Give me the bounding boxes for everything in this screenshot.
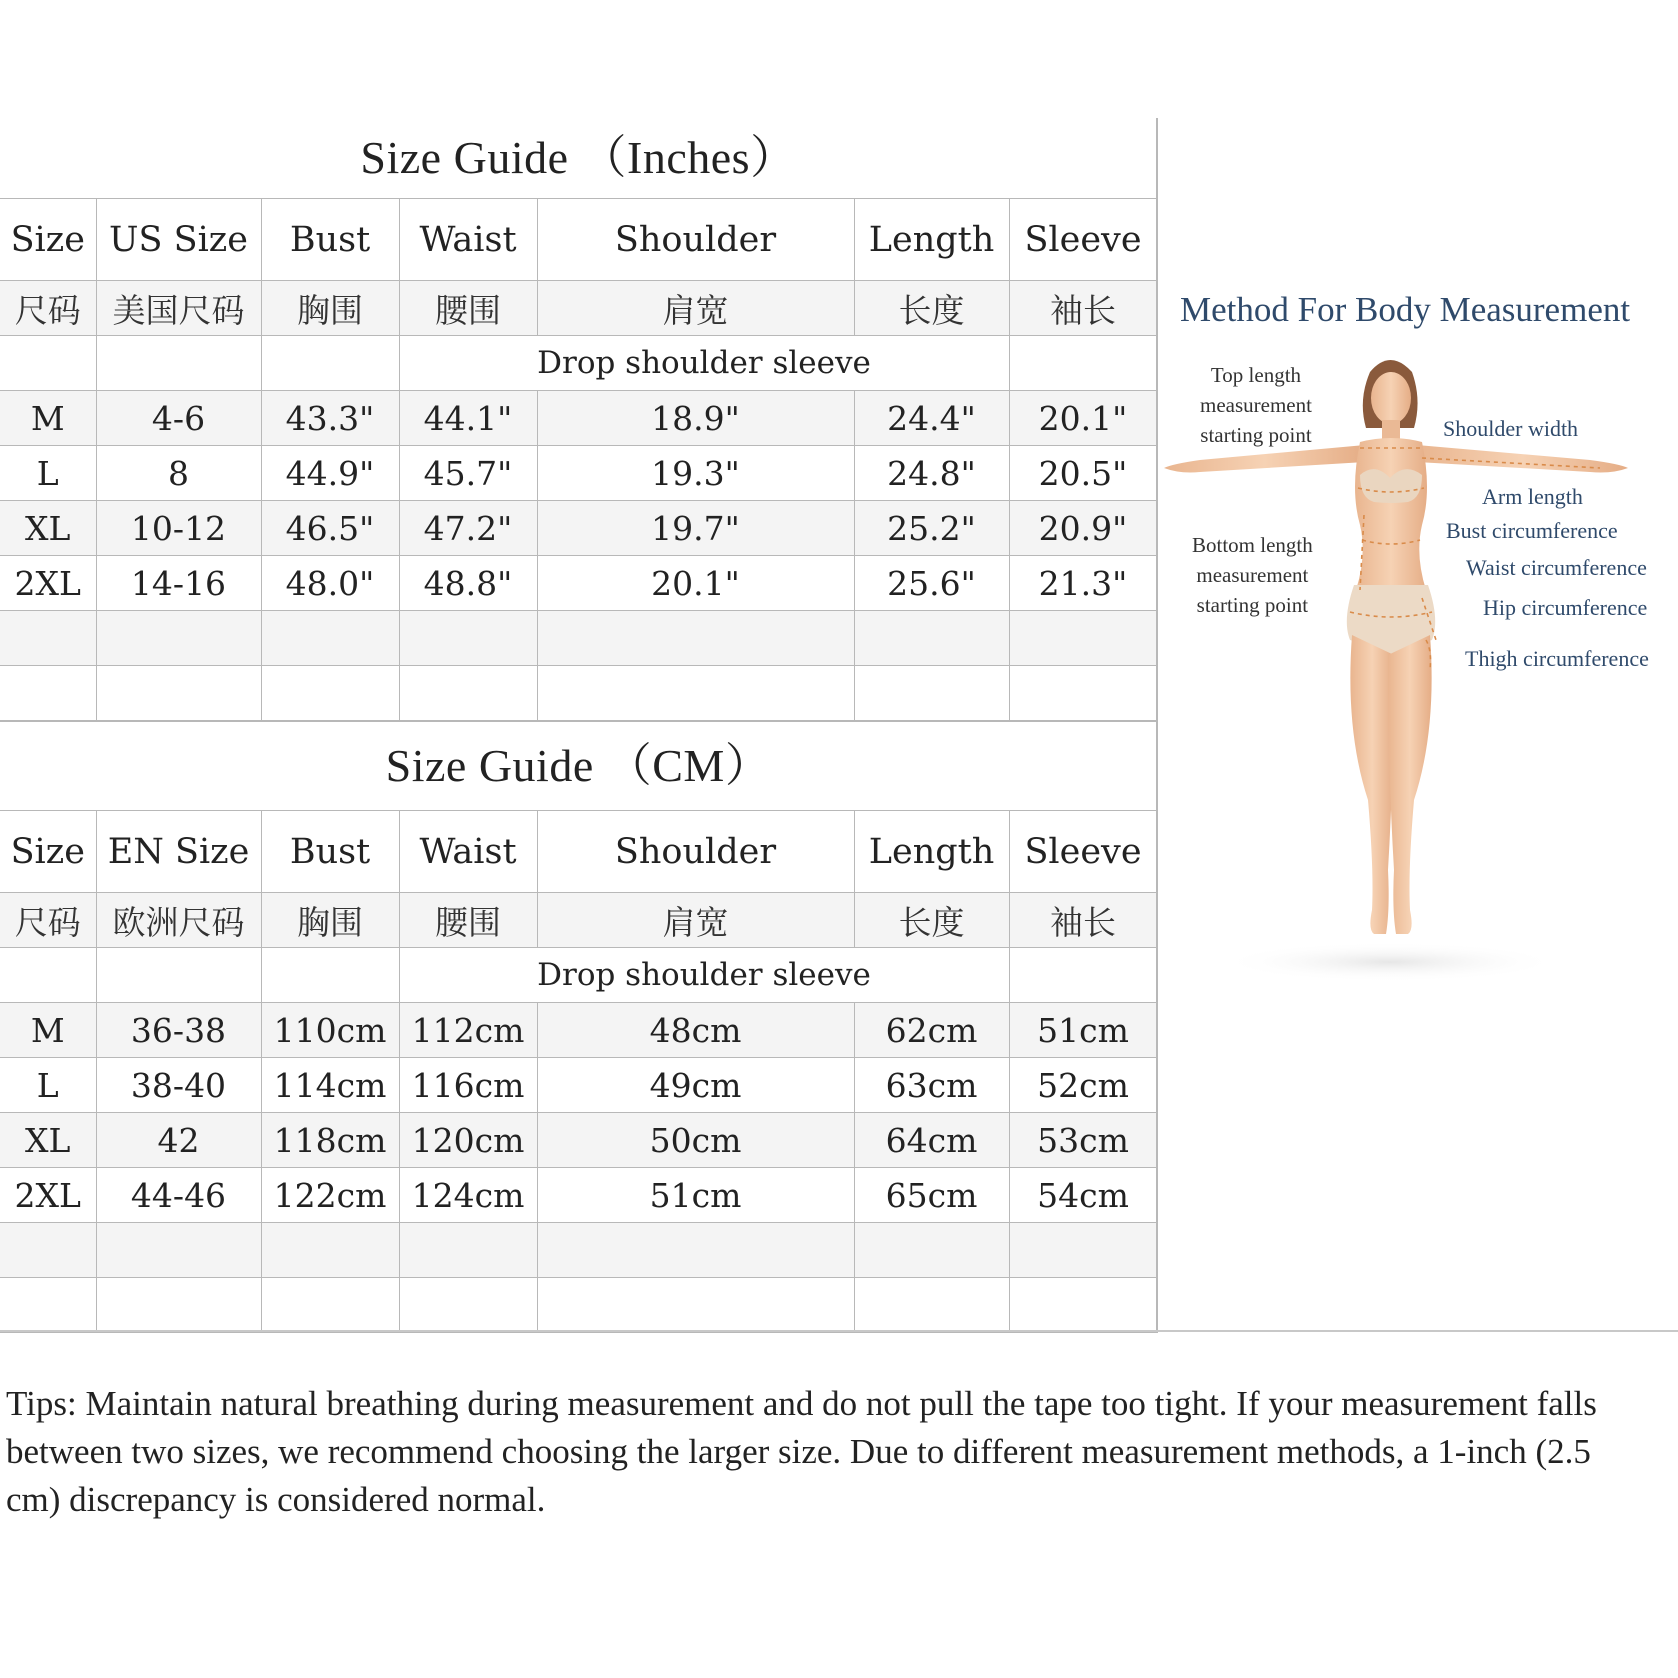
top-length-line-1: Top length	[1210, 363, 1302, 387]
bottom-length-line-2: measurement	[1196, 563, 1309, 587]
table-row-cell: M	[0, 1003, 96, 1058]
table-row	[0, 1113, 1157, 1168]
inches-table-title: Size Guide （Inches）	[0, 118, 1158, 198]
table-row	[0, 501, 1157, 556]
table-row-cell: L	[0, 446, 96, 501]
table-row-cell: 122cm	[261, 1168, 399, 1223]
table-row	[0, 1058, 1157, 1113]
table-row-cell: 51cm	[537, 1168, 854, 1223]
table-row-cell: M	[0, 391, 96, 446]
table-row-cell: 118cm	[261, 1113, 399, 1168]
table-row-cell: 44.1"	[399, 391, 537, 446]
table-row-cell: 19.7"	[537, 501, 854, 556]
empty-row-cell	[854, 611, 1009, 666]
table-row-cell: 38-40	[96, 1058, 261, 1113]
empty-cell	[0, 948, 96, 1003]
empty-row	[0, 1223, 1157, 1278]
top-length-line-3: starting point	[1200, 423, 1312, 447]
table-row-cell: 44-46	[96, 1168, 261, 1223]
table-row-cell: 10-12	[96, 501, 261, 556]
divider-horizontal	[0, 1330, 1678, 1332]
header-row-cell: Waist	[399, 811, 537, 893]
table-row-cell: 124cm	[399, 1168, 537, 1223]
table-row-cell: 53cm	[1009, 1113, 1157, 1168]
header-row-cn-cell: 尺码	[0, 893, 96, 948]
table-row-cell: 20.1"	[1009, 391, 1157, 446]
hip-label: Hip circumference	[1483, 595, 1648, 620]
inches-size-table	[0, 198, 1158, 721]
table-row-cell: 47.2"	[399, 501, 537, 556]
table-row-cell: 21.3"	[1009, 556, 1157, 611]
header-row-cn-cell: 袖长	[1009, 893, 1157, 948]
header-row-cn-cell: 美国尺码	[96, 281, 261, 336]
table-row-cell: 42	[96, 1113, 261, 1168]
header-row-cell: Length	[854, 811, 1009, 893]
header-row-cell: Size	[0, 811, 96, 893]
header-row-cn-cell: 欧洲尺码	[96, 893, 261, 948]
header-row-cn-cell: 肩宽	[537, 281, 854, 336]
body-measurement-figure	[1160, 350, 1678, 990]
table-row	[0, 1003, 1157, 1058]
table-row-cell: 8	[96, 446, 261, 501]
empty-row-cell	[96, 1223, 261, 1278]
header-row-cell: Sleeve	[1009, 811, 1157, 893]
empty-row-cell	[0, 1278, 96, 1333]
header-row	[0, 199, 1157, 281]
empty-row-cell	[854, 1278, 1009, 1333]
table-row-cell: 45.7"	[399, 446, 537, 501]
empty-row-cell	[0, 1223, 96, 1278]
header-row-cn-cell: 尺码	[0, 281, 96, 336]
table-row-cell: 49cm	[537, 1058, 854, 1113]
table-row-cell: 114cm	[261, 1058, 399, 1113]
shoulder-width-label: Shoulder width	[1443, 416, 1579, 441]
table-row-cell: 2XL	[0, 556, 96, 611]
empty-row-cell	[537, 666, 854, 721]
table-row	[0, 446, 1157, 501]
empty-cell	[261, 336, 399, 391]
header-row-cn-cell: 腰围	[399, 281, 537, 336]
table-row-cell: 64cm	[854, 1113, 1009, 1168]
table-row-cell: 18.9"	[537, 391, 854, 446]
bottom-length-line-3: starting point	[1196, 593, 1309, 617]
empty-row-cell	[537, 611, 854, 666]
table-row-cell: 20.1"	[537, 556, 854, 611]
header-row-cn-cell: 肩宽	[537, 893, 854, 948]
empty-row-cell	[96, 1278, 261, 1333]
header-row-cn	[0, 281, 1157, 336]
empty-row-cell	[96, 666, 261, 721]
divider-vertical	[1156, 118, 1158, 1330]
empty-cell	[1009, 336, 1157, 391]
header-row-cell: Bust	[261, 199, 399, 281]
table-row-cell: 25.6"	[854, 556, 1009, 611]
arm-length-label: Arm length	[1482, 484, 1583, 509]
header-row-cell: EN Size	[96, 811, 261, 893]
empty-row-cell	[1009, 611, 1157, 666]
empty-row-cell	[0, 666, 96, 721]
empty-cell	[96, 336, 261, 391]
header-row-cell: Waist	[399, 199, 537, 281]
empty-row	[0, 611, 1157, 666]
bottom-length-line-1: Bottom length	[1192, 533, 1313, 557]
table-row-cell: 20.5"	[1009, 446, 1157, 501]
empty-cell	[0, 336, 96, 391]
empty-row-cell	[261, 611, 399, 666]
table-row-cell: 120cm	[399, 1113, 537, 1168]
table-row-cell: 44.9"	[261, 446, 399, 501]
table-row-cell: 14-16	[96, 556, 261, 611]
table-row-cell: 24.4"	[854, 391, 1009, 446]
table-row	[0, 391, 1157, 446]
empty-row-cell	[1009, 1223, 1157, 1278]
empty-cell	[261, 948, 399, 1003]
table-row-cell: 36-38	[96, 1003, 261, 1058]
empty-row-cell	[399, 1278, 537, 1333]
empty-cell	[96, 948, 261, 1003]
cm-table-title: Size Guide （CM）	[0, 721, 1158, 810]
empty-row	[0, 666, 1157, 721]
table-row-cell: 112cm	[399, 1003, 537, 1058]
empty-row-cell	[854, 1223, 1009, 1278]
table-row	[0, 556, 1157, 611]
table-row-cell: 51cm	[1009, 1003, 1157, 1058]
header-row-cn-cell: 袖长	[1009, 281, 1157, 336]
empty-row-cell	[1009, 666, 1157, 721]
empty-row-cell	[537, 1223, 854, 1278]
header-row-cell: US Size	[96, 199, 261, 281]
header-row	[0, 811, 1157, 893]
empty-row-cell	[1009, 1278, 1157, 1333]
empty-row-cell	[0, 611, 96, 666]
table-row-cell: 48.0"	[261, 556, 399, 611]
table-row-cell: 116cm	[399, 1058, 537, 1113]
empty-row-cell	[261, 666, 399, 721]
table-row-cell: 54cm	[1009, 1168, 1157, 1223]
drop-shoulder-note: Drop shoulder sleeve	[399, 336, 1009, 391]
table-row-cell: 24.8"	[854, 446, 1009, 501]
empty-row-cell	[261, 1278, 399, 1333]
header-row-cell: Length	[854, 199, 1009, 281]
style-note-row	[0, 948, 1157, 1003]
table-row-cell: 46.5"	[261, 501, 399, 556]
header-row-cell: Sleeve	[1009, 199, 1157, 281]
top-length-line-2: measurement	[1200, 393, 1312, 417]
waist-label: Waist circumference	[1466, 555, 1647, 580]
table-row-cell: 110cm	[261, 1003, 399, 1058]
table-row-cell: 19.3"	[537, 446, 854, 501]
table-row-cell: 4-6	[96, 391, 261, 446]
table-row-cell: 20.9"	[1009, 501, 1157, 556]
table-row	[0, 1168, 1157, 1223]
thigh-label: Thigh circumference	[1465, 646, 1649, 671]
header-row-cn-cell: 腰围	[399, 893, 537, 948]
table-row-cell: 48.8"	[399, 556, 537, 611]
cm-size-table	[0, 810, 1158, 1333]
empty-row-cell	[854, 666, 1009, 721]
header-row-cn-cell: 胸围	[261, 281, 399, 336]
table-row-cell: 25.2"	[854, 501, 1009, 556]
table-row-cell: 52cm	[1009, 1058, 1157, 1113]
header-row-cn-cell: 长度	[854, 281, 1009, 336]
table-row-cell: 65cm	[854, 1168, 1009, 1223]
table-row-cell: 2XL	[0, 1168, 96, 1223]
empty-row-cell	[537, 1278, 854, 1333]
header-row-cn-cell: 长度	[854, 893, 1009, 948]
measurement-title: Method For Body Measurement	[1180, 290, 1631, 329]
bottom-length-label	[1192, 530, 1313, 620]
table-row-cell: 43.3"	[261, 391, 399, 446]
header-row-cn-cell: 胸围	[261, 893, 399, 948]
table-row-cell: 62cm	[854, 1003, 1009, 1058]
drop-shoulder-note: Drop shoulder sleeve	[399, 948, 1009, 1003]
table-row-cell: 48cm	[537, 1003, 854, 1058]
table-row-cell: XL	[0, 1113, 96, 1168]
empty-cell	[1009, 948, 1157, 1003]
empty-row-cell	[399, 611, 537, 666]
header-row-cell: Bust	[261, 811, 399, 893]
table-row-cell: 50cm	[537, 1113, 854, 1168]
empty-row-cell	[399, 666, 537, 721]
table-row-cell: XL	[0, 501, 96, 556]
table-row-cell: L	[0, 1058, 96, 1113]
header-row-cn	[0, 893, 1157, 948]
top-length-label	[1200, 360, 1312, 450]
empty-row-cell	[96, 611, 261, 666]
header-row-cell: Shoulder	[537, 199, 854, 281]
empty-row-cell	[261, 1223, 399, 1278]
style-note-row	[0, 336, 1157, 391]
empty-row	[0, 1278, 1157, 1333]
table-row-cell: 63cm	[854, 1058, 1009, 1113]
size-tables	[0, 118, 1158, 1333]
header-row-cell: Size	[0, 199, 96, 281]
header-row-cell: Shoulder	[537, 811, 854, 893]
bust-label: Bust circumference	[1446, 518, 1618, 543]
empty-row-cell	[399, 1223, 537, 1278]
tips-text: Tips: Maintain natural breathing during measurement and do not pull the tape too tight. If your measurement falls between two sizes, we recommend choosing the larger size. Due to different measurement methods, a 1-inch (2.5 cm) discrepancy is considered normal.	[6, 1384, 1597, 1519]
